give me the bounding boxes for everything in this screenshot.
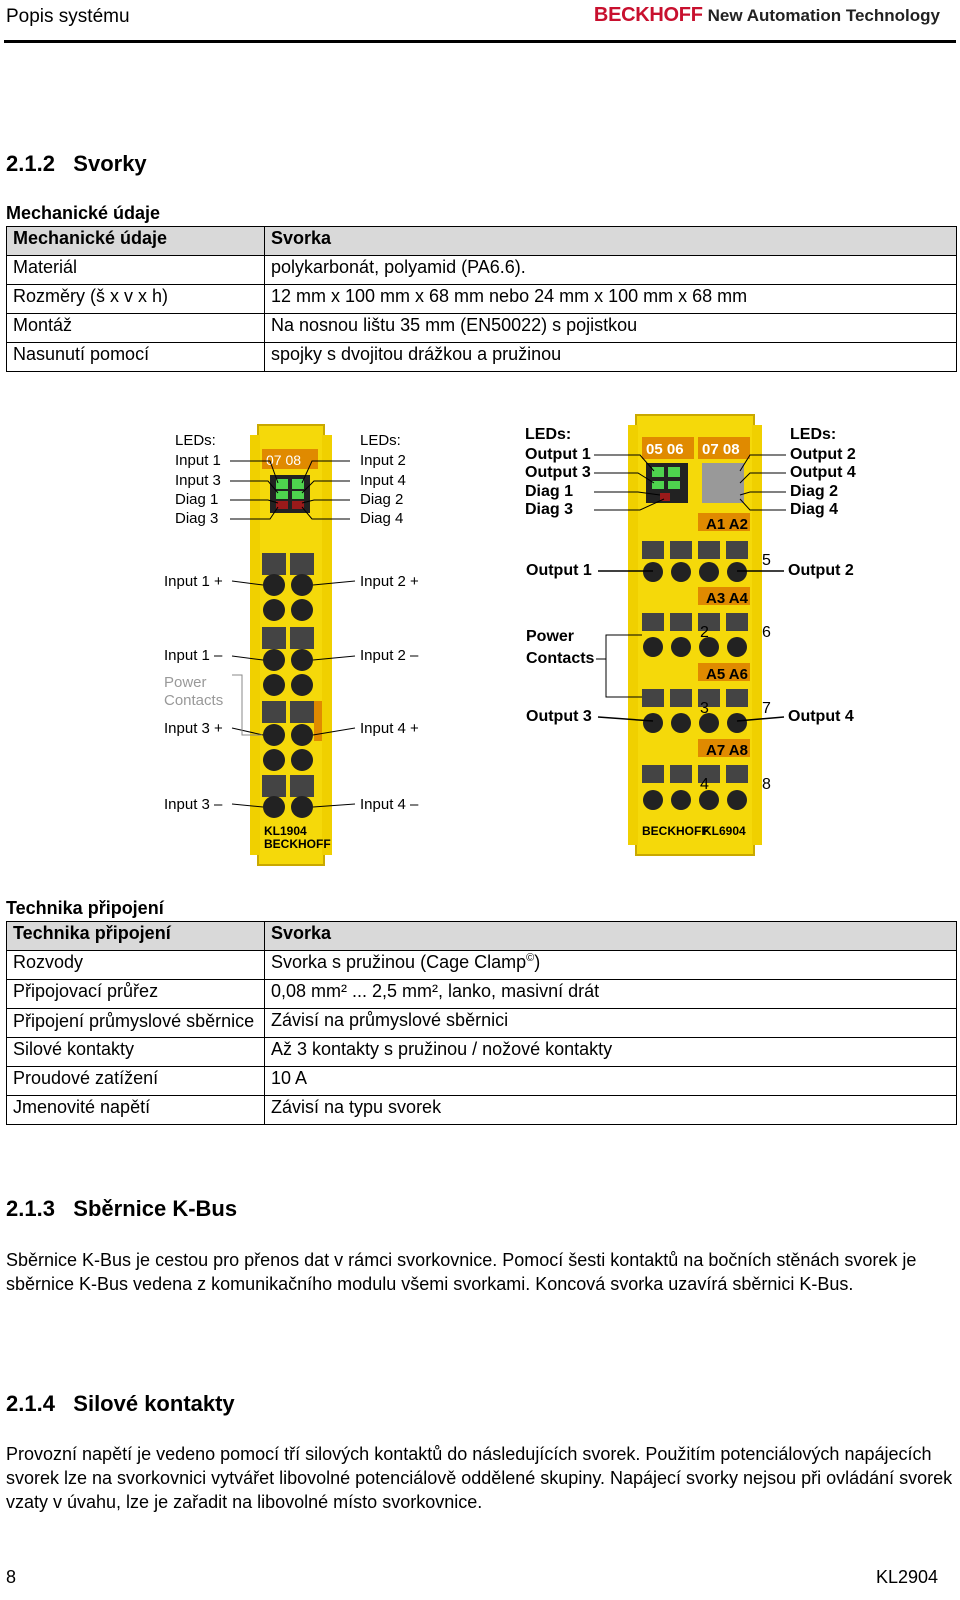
right-number: 7 [762,700,771,717]
right-pair-label: A3 A4 [706,590,748,607]
table-row: Proudové zatížení 10 A [7,1067,957,1096]
paragraph-kbus: Sběrnice K-Bus je cestou pro přenos dat v rámci svorkovnice. Pomocí šesti kontaktů na bočních stěnách svorek je sběrnice K-Bus vedena z komunikačního modulu všemi svorkami. Koncová svorka uzavírá sběrnici K-Bus. [6,1250,917,1294]
table-header-row: Technika připojení Svorka [7,922,957,951]
right-led-label: Output 3 [525,464,591,481]
table-row: Jmenovité napětí Závisí na typu svorek [7,1096,957,1125]
right-top-tab: 05 06 [646,441,684,458]
left-led-title-right: LEDs: [360,432,401,449]
table-row: Nasunutí pomocí spojky s dvojitou drážkou a pružinou [7,343,957,372]
left-bottom-brand: BECKHOFF [264,837,331,851]
left-label: Input 3 – [164,796,223,813]
table-row: Materiál polykarbonát, polyamid (PA6.6). [7,256,957,285]
right-led-title-right: LEDs: [790,426,837,443]
table-row: Montáž Na nosnou lištu 35 mm (EN50022) s pojistkou [7,314,957,343]
left-label: Input 1 + [164,573,223,590]
left-led-title: LEDs: [175,432,216,449]
left-label: Input 1 – [164,647,223,664]
section-heading-2-1-3: 2.1.3 Sběrnice K-Bus [6,1196,238,1221]
header-rule [4,40,956,43]
right-number: 6 [762,624,771,641]
document-id: KL2904 [875,1567,938,1587]
left-led-label: Input 1 [175,452,221,469]
right-label-contacts: Contacts [526,650,595,667]
right-led-label: Output 1 [525,446,591,463]
left-led-label: Diag 1 [175,491,219,508]
right-label-right: Output 4 [788,708,854,725]
left-label-contacts: Contacts [164,692,224,709]
right-top-tab: 07 08 [702,441,740,458]
terminal-kl6904 [525,415,856,855]
left-label: Input 3 + [164,720,223,737]
left-led-label: Input 3 [175,472,221,489]
brand-tagline: New Automation Technology [707,6,940,25]
right-led-label: Output 2 [790,446,856,463]
table-row: Silové kontakty Až 3 kontakty s pružinou / nožové kontakty [7,1038,957,1067]
left-top-tab: 07 08 [266,452,302,468]
left-label-right: Input 2 + [360,573,419,590]
left-led-label: Diag 3 [175,510,219,527]
right-bottom-model: KL6904 [703,824,746,838]
left-bottom-model: KL1904 [264,824,307,838]
brand-logo [594,4,940,27]
tech-table [6,921,957,1125]
table-row: Rozměry (š x v x h) 12 mm x 100 mm x 68 mm nebo 24 mm x 100 mm x 68 mm [7,285,957,314]
terminal-kl1904 [164,425,419,865]
mech-caption: Mechanické údaje [6,203,161,223]
right-label: Output 1 [526,562,592,579]
left-led-label: Diag 4 [360,510,404,527]
left-label-right: Input 4 – [360,796,419,813]
right-led-title: LEDs: [525,426,572,443]
right-pair-label: A5 A6 [706,666,748,683]
right-label-power: Power [526,628,575,645]
right-led-label: Diag 2 [790,483,839,500]
terminals-figure [150,405,870,875]
right-pair-label: A1 A2 [706,516,748,533]
left-label-power: Power [164,674,207,691]
tech-caption: Technika připojení [6,898,164,918]
left-led-label: Input 2 [360,452,406,469]
paragraph-power-contacts: Provozní napětí je vedeno pomocí tří silových kontaktů do následujících svorek. Použitím potenciálových napájecích svorek lze na svorkovnici vytvářet libovolné potenciálově oddělené skupiny. Napájecí svorky nejsou při ovládání svorek vzaty v úvahu, lze je zařadit na libovolné místo svorkovnice. [6,1444,953,1512]
left-led-label: Diag 2 [360,491,404,508]
right-led-label: Output 4 [790,464,856,481]
page-number: 8 [6,1567,17,1587]
left-led-label: Input 4 [360,472,406,489]
brand-name: BECKHOFF [593,4,703,26]
right-number: 2 [700,624,709,641]
right-number: 5 [762,552,771,569]
right-bottom-brand: BECKHOFF [642,824,709,838]
table-header-row: Mechanické údaje Svorka [7,227,957,256]
right-number: 8 [762,776,771,793]
mech-table [6,226,957,372]
right-led-label: Diag 4 [790,501,839,518]
right-label: Output 3 [526,708,592,725]
section-heading-2-1-4: 2.1.4 Silové kontakty [6,1391,235,1416]
right-led-label: Diag 3 [525,501,574,518]
right-pair-label: A7 A8 [706,742,748,759]
left-label-right: Input 4 + [360,720,419,737]
section-heading-2-1-2: 2.1.2 Svorky [6,151,147,176]
right-number: 3 [700,700,709,717]
running-header: Popis systému [6,6,130,27]
right-number: 4 [700,776,709,793]
table-row: Připojení průmyslové sběrnice Závisí na průmyslové sběrnici [7,1009,957,1038]
table-row: Rozvody Svorka s pružinou (Cage Clamp©) [7,951,957,980]
left-label-right: Input 2 – [360,647,419,664]
table-row: Připojovací průřez 0,08 mm² ... 2,5 mm², lanko, masivní drát [7,980,957,1009]
right-led-label: Diag 1 [525,483,574,500]
right-label-right: Output 2 [788,562,854,579]
